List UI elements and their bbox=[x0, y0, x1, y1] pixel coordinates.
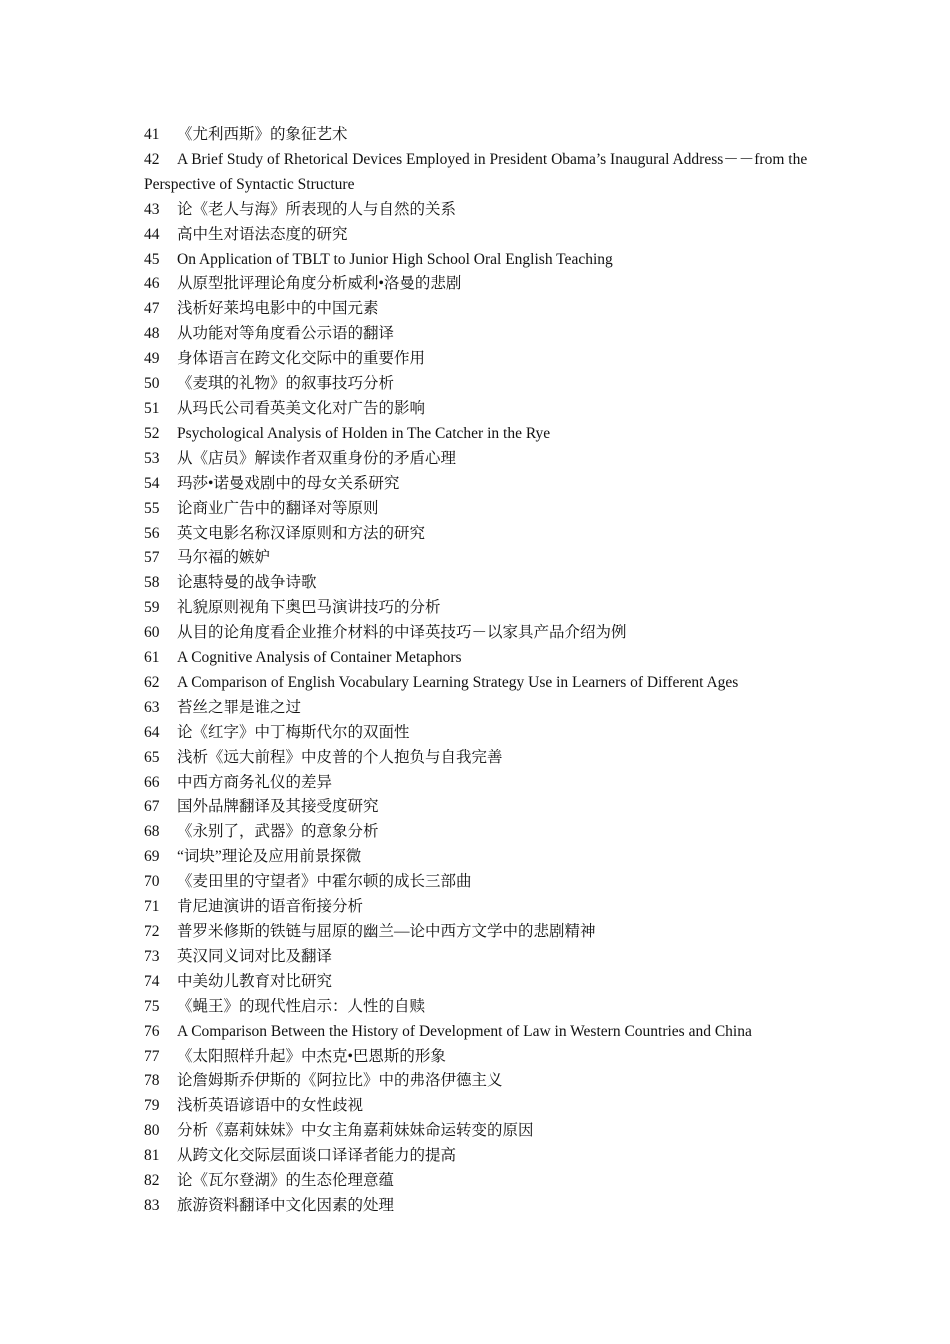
item-number: 47 bbox=[144, 300, 160, 318]
item-title: 浅析英语谚语中的女性歧视 bbox=[177, 1097, 364, 1115]
item-number: 60 bbox=[144, 624, 160, 642]
list-item bbox=[144, 895, 812, 920]
list-item bbox=[144, 621, 812, 646]
item-number: 52 bbox=[144, 424, 160, 442]
list-item bbox=[144, 995, 812, 1020]
list-item bbox=[144, 1020, 812, 1045]
list-item bbox=[144, 422, 812, 447]
item-title: 分析《嘉莉妹妹》中女主角嘉莉妹妹命运转变的原因 bbox=[177, 1122, 534, 1140]
item-title: 从《店员》解读作者双重身份的矛盾心理 bbox=[177, 449, 457, 467]
item-number: 57 bbox=[144, 549, 160, 567]
item-title: 国外品牌翻译及其接受度研究 bbox=[177, 798, 379, 816]
item-number: 61 bbox=[144, 649, 160, 667]
item-title: 论詹姆斯乔伊斯的《阿拉比》中的弗洛伊德主义 bbox=[177, 1072, 503, 1090]
item-number: 62 bbox=[144, 673, 160, 691]
item-title: 英汉同义词对比及翻译 bbox=[177, 947, 333, 965]
item-number: 46 bbox=[144, 275, 160, 293]
list-item bbox=[144, 795, 812, 820]
item-title: 从跨文化交际层面谈口译译者能力的提高 bbox=[177, 1147, 457, 1165]
item-number: 76 bbox=[144, 1022, 160, 1040]
item-title: 从原型批评理论角度分析威利•洛曼的悲剧 bbox=[177, 275, 462, 293]
item-title: On Application of TBLT to Junior High School Oral English Teaching bbox=[177, 250, 613, 268]
list-item bbox=[144, 248, 812, 273]
item-title: 苔丝之罪是谁之过 bbox=[177, 698, 302, 716]
item-number: 77 bbox=[144, 1047, 160, 1065]
item-number: 68 bbox=[144, 823, 160, 841]
item-title: 从功能对等角度看公示语的翻译 bbox=[177, 325, 395, 343]
list-item bbox=[144, 123, 812, 148]
list-item bbox=[144, 1119, 812, 1144]
list-item bbox=[144, 297, 812, 322]
list-item bbox=[144, 646, 812, 671]
item-number: 65 bbox=[144, 748, 160, 766]
item-title: 论《瓦尔登湖》的生态伦理意蕴 bbox=[177, 1172, 395, 1190]
item-title: 玛莎•诺曼戏剧中的母女关系研究 bbox=[177, 474, 400, 492]
list-item bbox=[144, 596, 812, 621]
item-number: 69 bbox=[144, 848, 160, 866]
item-number: 49 bbox=[144, 350, 160, 368]
item-number: 67 bbox=[144, 798, 160, 816]
item-title: 中美幼儿教育对比研究 bbox=[177, 972, 333, 990]
item-number: 81 bbox=[144, 1147, 160, 1165]
item-title: 中西方商务礼仪的差异 bbox=[177, 773, 333, 791]
item-title: 肯尼迪演讲的语音衔接分析 bbox=[177, 898, 364, 916]
item-title: 高中生对语法态度的研究 bbox=[177, 225, 348, 243]
item-number: 42 bbox=[144, 150, 160, 168]
list-item bbox=[144, 322, 812, 347]
item-number: 58 bbox=[144, 574, 160, 592]
list-item bbox=[144, 945, 812, 970]
list-item bbox=[144, 970, 812, 995]
list-item bbox=[144, 1069, 812, 1094]
list-item bbox=[144, 1169, 812, 1194]
item-title: 马尔福的嫉妒 bbox=[177, 549, 271, 567]
list-item bbox=[144, 272, 812, 297]
list-item bbox=[144, 1094, 812, 1119]
item-number: 44 bbox=[144, 225, 160, 243]
list-item bbox=[144, 746, 812, 771]
item-number: 53 bbox=[144, 449, 160, 467]
list-item bbox=[144, 771, 812, 796]
list-item bbox=[144, 845, 812, 870]
item-number: 80 bbox=[144, 1122, 160, 1140]
item-title: 论《红字》中丁梅斯代尔的双面性 bbox=[177, 723, 410, 741]
list-item bbox=[144, 1045, 812, 1070]
list-item bbox=[144, 198, 812, 223]
list-item bbox=[144, 522, 812, 547]
item-number: 41 bbox=[144, 126, 160, 143]
item-number: 83 bbox=[144, 1196, 160, 1214]
list-item bbox=[144, 571, 812, 596]
item-number: 59 bbox=[144, 599, 160, 617]
item-title: 论商业广告中的翻译对等原则 bbox=[177, 499, 379, 517]
item-title: 《永别了，武器》的意象分析 bbox=[177, 823, 379, 841]
list-item bbox=[144, 920, 812, 945]
item-title: 旅游资料翻译中文化因素的处理 bbox=[177, 1196, 395, 1214]
list-item bbox=[144, 447, 812, 472]
item-number: 55 bbox=[144, 499, 160, 517]
item-title: 浅析《远大前程》中皮普的个人抱负与自我完善 bbox=[177, 748, 503, 766]
list-item bbox=[144, 497, 812, 522]
list-item bbox=[144, 546, 812, 571]
item-number: 43 bbox=[144, 200, 160, 218]
item-title: 论《老人与海》所表现的人与自然的关系 bbox=[177, 200, 457, 218]
item-number: 63 bbox=[144, 698, 160, 716]
list-item bbox=[144, 721, 812, 746]
item-number: 73 bbox=[144, 947, 160, 965]
item-title: 《蝇王》的现代性启示：人性的自赎 bbox=[177, 997, 426, 1015]
item-title: 论惠特曼的战争诗歌 bbox=[177, 574, 317, 592]
item-number: 75 bbox=[144, 997, 160, 1015]
item-number: 82 bbox=[144, 1172, 160, 1190]
item-title: 普罗米修斯的铁链与屈原的幽兰—论中西方文学中的悲剧精神 bbox=[177, 923, 596, 940]
item-title: 身体语言在跨文化交际中的重要作用 bbox=[177, 350, 426, 368]
item-title: 从玛氏公司看英美文化对广告的影响 bbox=[177, 399, 426, 417]
list-item bbox=[144, 472, 812, 497]
list-item bbox=[144, 870, 812, 895]
item-number: 48 bbox=[144, 325, 160, 343]
item-title: A Comparison of English Vocabulary Learning Strategy Use in Learners of Different Ages bbox=[177, 673, 739, 691]
item-title: 《麦田里的守望者》中霍尔顿的成长三部曲 bbox=[177, 873, 472, 891]
list-item bbox=[144, 820, 812, 845]
item-number: 54 bbox=[144, 474, 160, 492]
item-number: 64 bbox=[144, 723, 160, 741]
list-item bbox=[144, 397, 812, 422]
list-item bbox=[144, 347, 812, 372]
list-item bbox=[144, 696, 812, 721]
item-title: 《尤利西斯》的象征艺术 bbox=[177, 126, 348, 143]
item-title: “词块”理论及应用前景探微 bbox=[177, 848, 362, 866]
list-item bbox=[144, 1144, 812, 1169]
list-item bbox=[144, 148, 812, 198]
list-item bbox=[144, 372, 812, 397]
item-number: 66 bbox=[144, 773, 160, 791]
item-title: 《太阳照样升起》中杰克•巴恩斯的形象 bbox=[177, 1047, 446, 1065]
item-number: 78 bbox=[144, 1072, 160, 1090]
item-number: 70 bbox=[144, 873, 160, 891]
item-title: A Comparison Between the History of Development of Law in Western Countries and China bbox=[177, 1022, 752, 1040]
item-number: 79 bbox=[144, 1097, 160, 1115]
thesis-title-list bbox=[144, 123, 812, 1219]
item-number: 45 bbox=[144, 250, 160, 268]
item-title: A Brief Study of Rhetorical Devices Employed in President Obama’s Inaugural Address－－from the Perspective of Syntactic Structure bbox=[144, 150, 808, 193]
list-item bbox=[144, 671, 812, 696]
item-title: 礼貌原则视角下奥巴马演讲技巧的分析 bbox=[177, 599, 441, 617]
item-number: 50 bbox=[144, 375, 160, 393]
item-title: 英文电影名称汉译原则和方法的研究 bbox=[177, 524, 426, 542]
item-title: A Cognitive Analysis of Container Metaphors bbox=[177, 649, 462, 667]
item-number: 51 bbox=[144, 399, 160, 417]
list-item bbox=[144, 223, 812, 248]
item-title: 从目的论角度看企业推介材料的中译英技巧－以家具产品介绍为例 bbox=[177, 624, 627, 642]
item-title: Psychological Analysis of Holden in The Catcher in the Rye bbox=[177, 424, 551, 442]
item-number: 71 bbox=[144, 898, 160, 916]
item-number: 56 bbox=[144, 524, 160, 542]
item-title: 浅析好莱坞电影中的中国元素 bbox=[177, 300, 379, 318]
list-item bbox=[144, 1194, 812, 1219]
item-title: 《麦琪的礼物》的叙事技巧分析 bbox=[177, 375, 395, 393]
item-number: 74 bbox=[144, 972, 160, 990]
item-number: 72 bbox=[144, 923, 160, 940]
